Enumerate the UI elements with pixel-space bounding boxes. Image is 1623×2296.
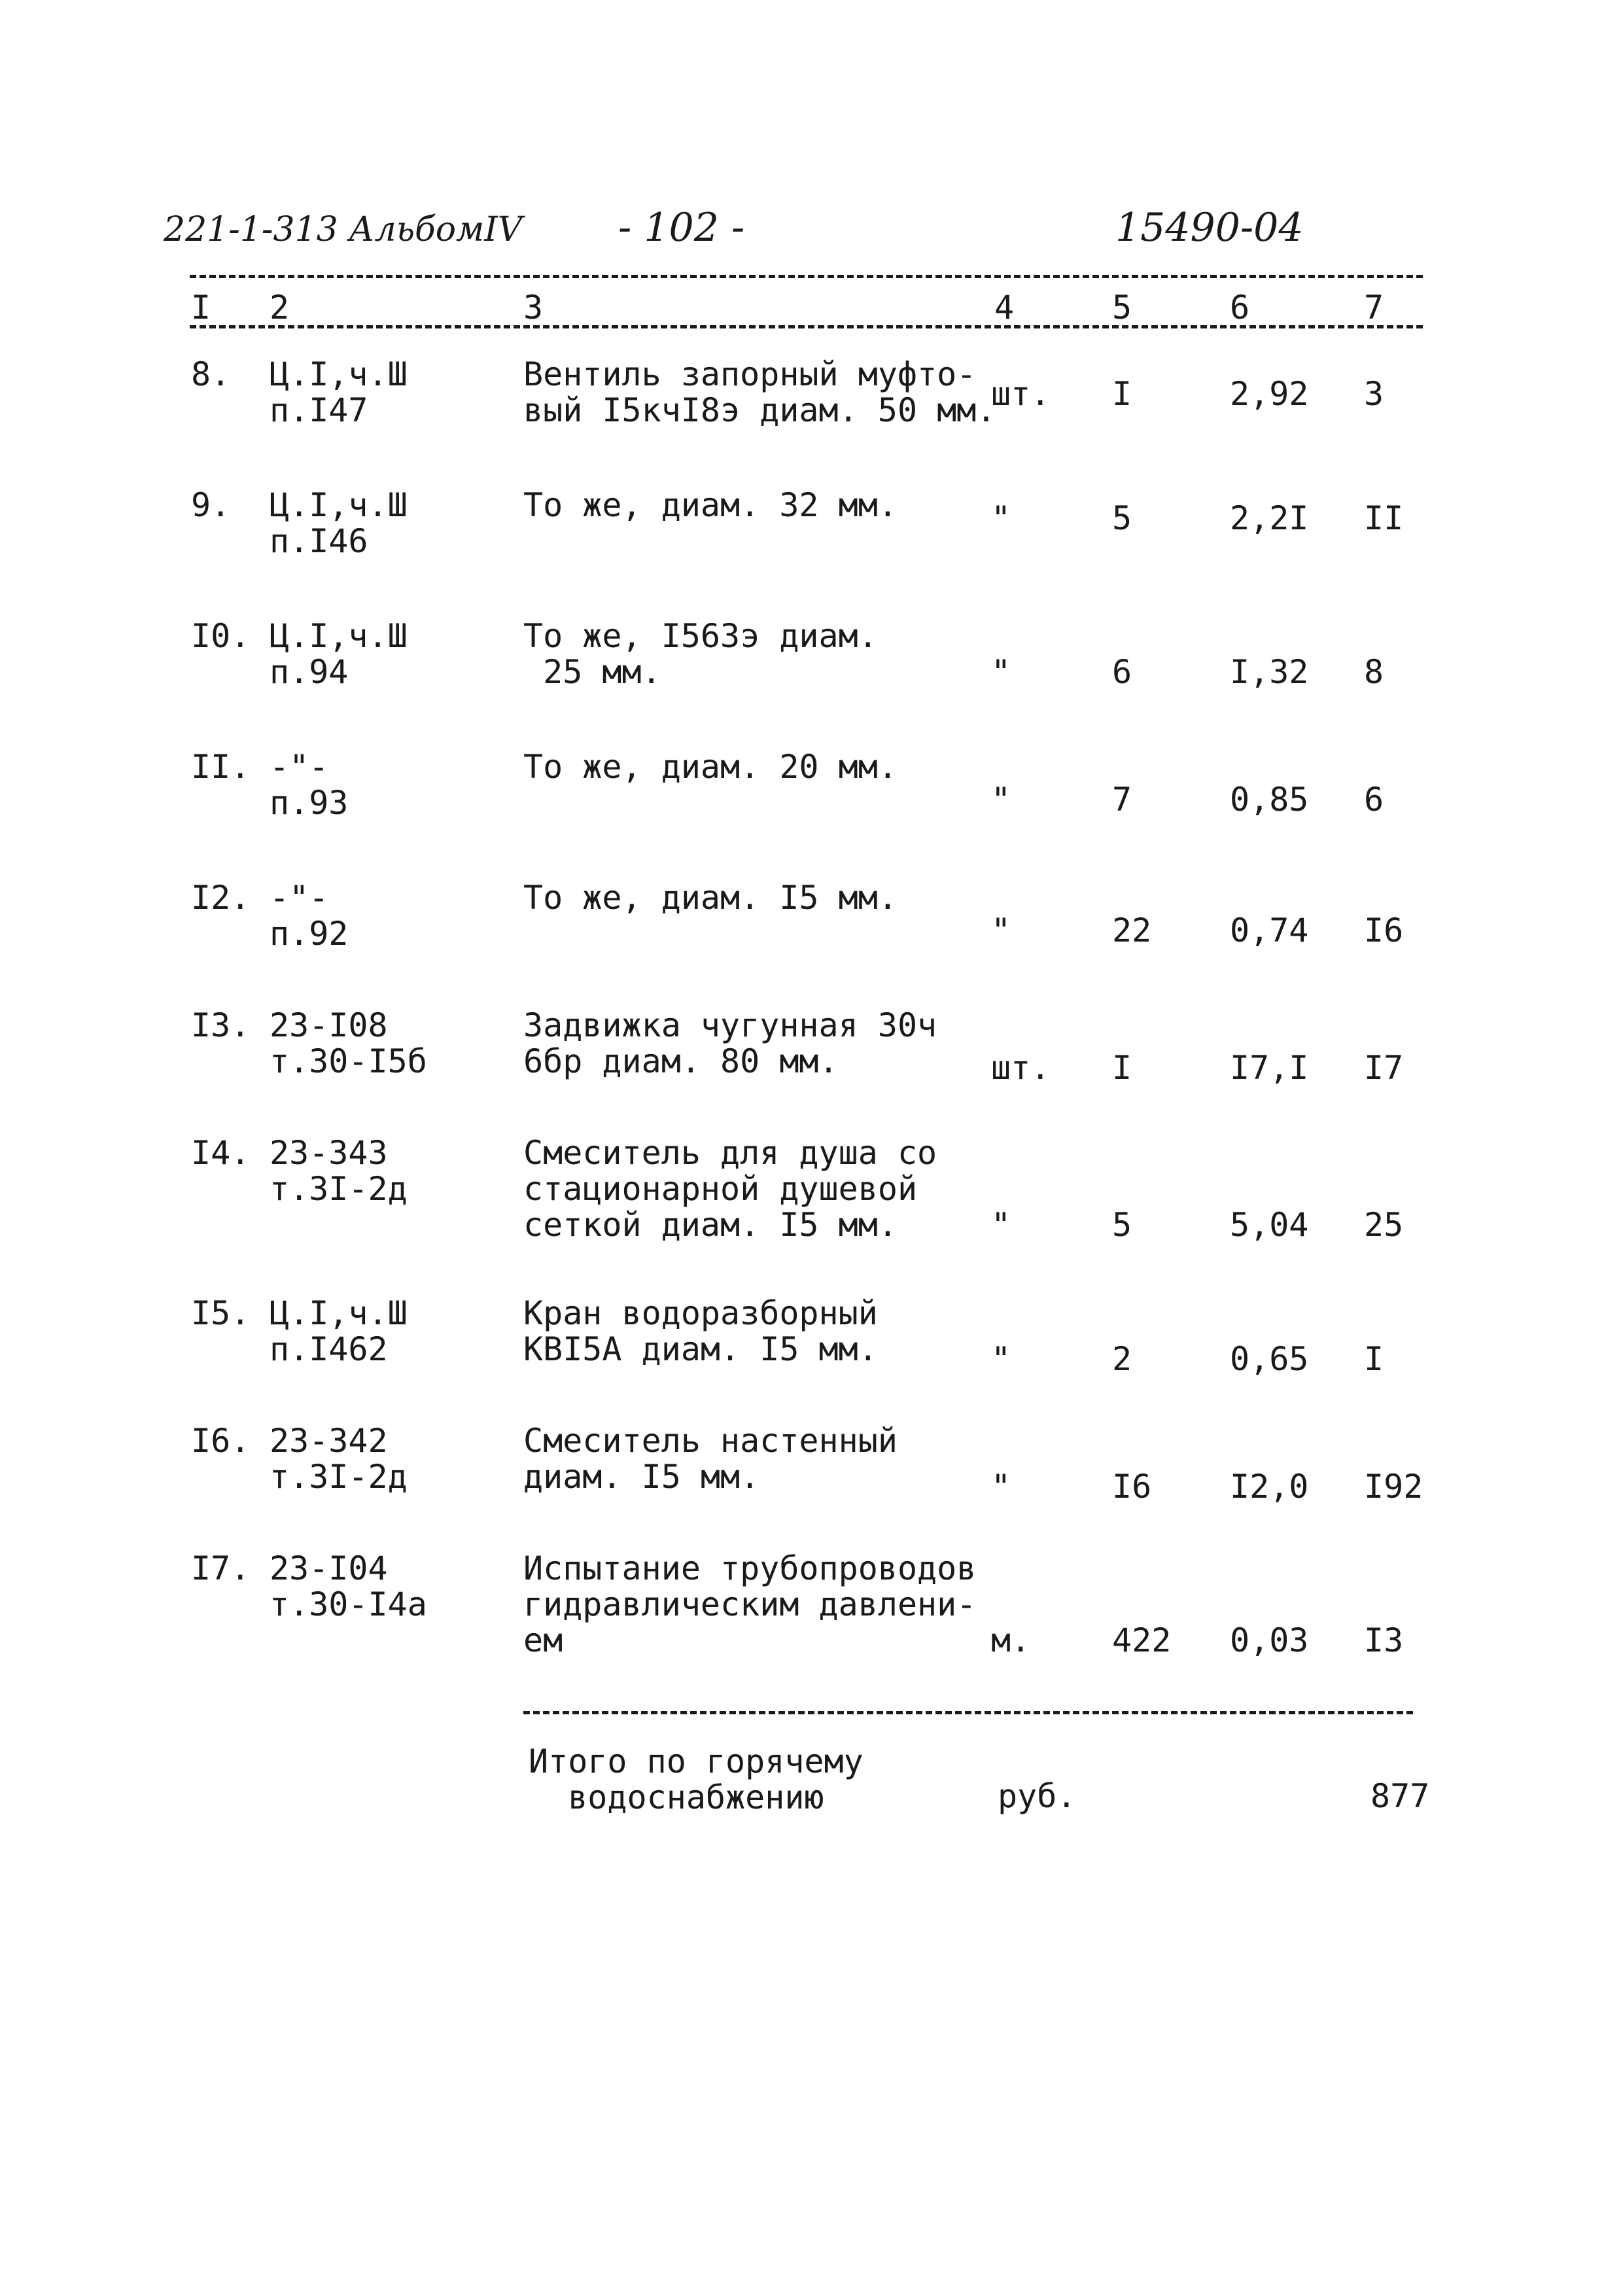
row-quantity: 7 [1112,781,1132,819]
row-number: I3. [191,1006,251,1044]
row-quantity: 5 [1112,1206,1132,1244]
row-description: Смеситель для душа со стационарной душевой сеткой диам. I5 мм. [523,1134,937,1244]
row-number: I6. [191,1422,251,1460]
row-total: 3 [1364,375,1384,413]
row-reference: Ц.I,ч.Ш п.I47 [270,355,408,429]
row-unit: шт. [991,375,1051,413]
row-number: I0. [191,617,251,655]
row-unit-price: 0,74 [1230,911,1309,949]
row-description: Испытание трубопроводов гидравлическим давлени- ем [523,1549,977,1659]
row-description: То же, I563э диам. 25 мм. [523,617,878,691]
row-unit-price: 0,85 [1230,781,1309,819]
row-total: I6 [1364,911,1404,949]
row-reference: 23-342 т.3I-2д [270,1422,408,1496]
row-quantity: 22 [1112,911,1152,949]
row-unit-price: 0,03 [1230,1621,1309,1659]
row-unit: " [991,781,1011,819]
row-total: II [1364,499,1404,537]
row-unit-price: I7,I [1230,1049,1309,1087]
row-unit-price: I2,0 [1230,1468,1309,1506]
summary-unit: руб. [998,1777,1077,1815]
row-number: I2. [191,879,251,917]
row-unit-price: I,32 [1230,653,1309,691]
row-quantity: I [1112,375,1132,413]
project-number: 15490-04 [1115,205,1304,251]
row-reference: 23-I08 т.30-I5б [270,1006,427,1080]
top-divider [190,275,1423,278]
row-description: Задвижка чугунная 30ч 6бр диам. 80 мм. [523,1006,937,1080]
row-total: I [1364,1340,1384,1378]
row-unit: " [991,653,1011,691]
row-total: 25 [1364,1206,1404,1244]
row-total: I3 [1364,1621,1404,1659]
row-total: 6 [1364,781,1384,819]
row-quantity: 422 [1112,1621,1172,1659]
row-unit: м. [991,1621,1031,1659]
row-unit: шт. [991,1049,1051,1087]
row-total: 8 [1364,653,1384,691]
row-description: То же, диам. I5 мм. [523,879,898,917]
row-description: Смеситель настенный диам. I5 мм. [523,1422,898,1496]
column-header-7: 7 [1364,289,1384,327]
column-header-1: I [191,289,211,327]
column-header-4: 4 [994,289,1015,327]
row-unit: " [991,1206,1011,1244]
row-number: I7. [191,1549,251,1587]
summary-total: 877 [1370,1777,1430,1815]
row-quantity: 2 [1112,1340,1132,1378]
row-number: II. [191,748,251,786]
row-quantity: I [1112,1049,1132,1087]
row-reference: Ц.I,ч.Ш п.94 [270,617,408,691]
row-reference: -"- п.92 [270,879,349,953]
row-total: I92 [1364,1468,1423,1506]
column-header-3: 3 [523,289,544,327]
column-header-6: 6 [1230,289,1250,327]
row-quantity: 6 [1112,653,1132,691]
row-number: 9. [191,486,231,524]
row-unit: " [991,1340,1011,1378]
summary-label: Итого по горячему водоснабжению [529,1742,864,1816]
row-unit: " [991,499,1011,537]
row-description: То же, диам. 20 мм. [523,748,898,786]
row-total: I7 [1364,1049,1404,1087]
row-quantity: 5 [1112,499,1132,537]
row-unit: " [991,1468,1011,1506]
row-reference: -"- п.93 [270,748,349,822]
row-reference: 23-I04 т.30-I4а [270,1549,427,1623]
row-reference: Ц.I,ч.Ш п.I462 [270,1294,408,1368]
row-unit-price: 5,04 [1230,1206,1309,1244]
row-unit-price: 0,65 [1230,1340,1309,1378]
row-description: То же, диам. 32 мм. [523,486,898,524]
row-quantity: I6 [1112,1468,1152,1506]
row-unit-price: 2,2I [1230,499,1309,537]
row-unit: " [991,911,1011,949]
header-underline [190,325,1423,328]
row-number: I5. [191,1294,251,1332]
column-header-5: 5 [1112,289,1132,327]
row-description: Кран водоразборный КВI5А диам. I5 мм. [523,1294,878,1368]
column-header-2: 2 [270,289,290,327]
bottom-divider [523,1711,1413,1714]
row-reference: 23-343 т.3I-2д [270,1134,408,1208]
document-code: 221-1-313 АльбомIV [164,210,523,249]
page-number: - 102 - [618,205,745,251]
row-unit-price: 2,92 [1230,375,1309,413]
row-number: 8. [191,355,231,393]
row-reference: Ц.I,ч.Ш п.I46 [270,486,408,560]
row-number: I4. [191,1134,251,1172]
row-description: Вентиль запорный муфто- вый I5кчI8э диам. 50 мм. [523,355,996,429]
